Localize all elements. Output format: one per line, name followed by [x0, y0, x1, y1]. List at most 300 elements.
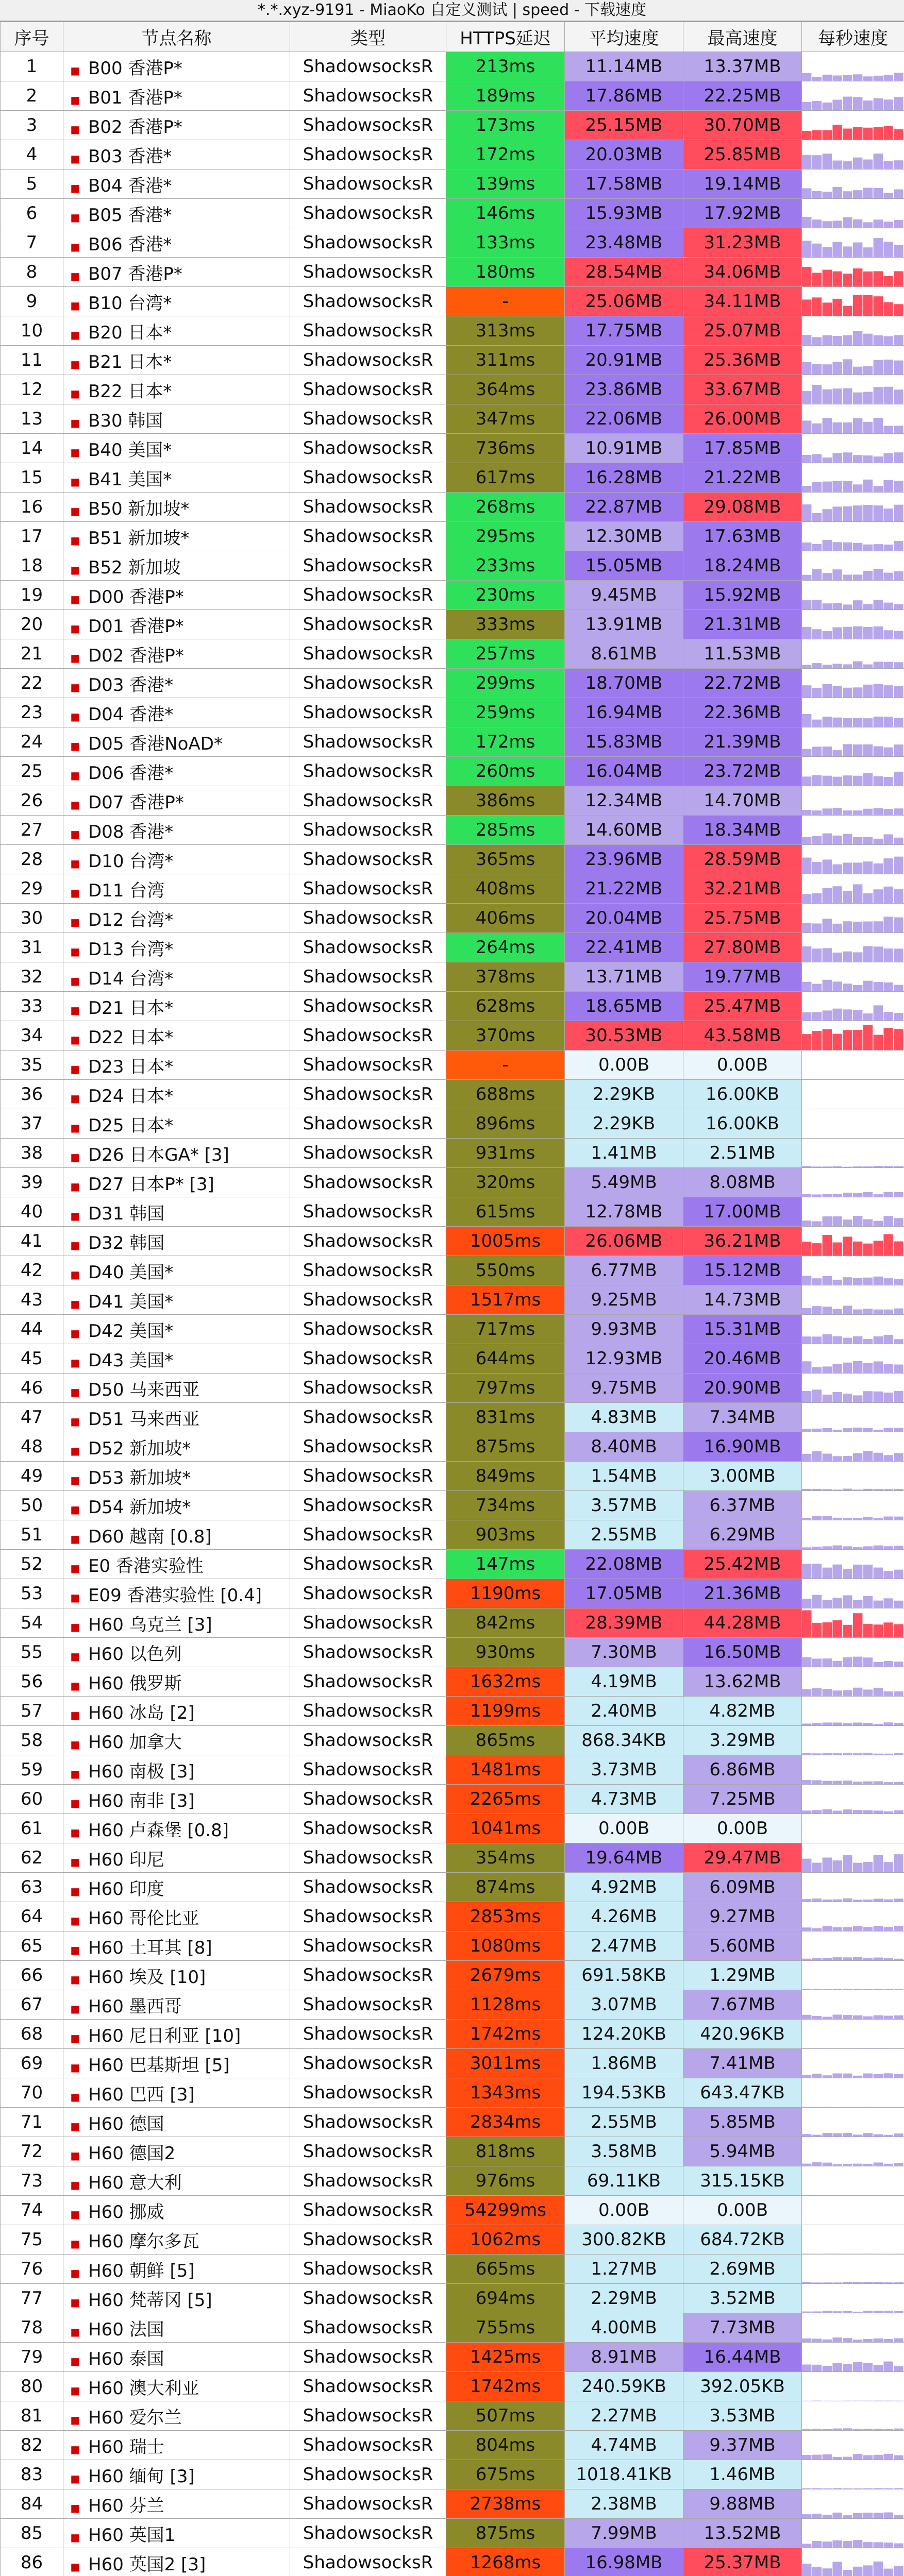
node-name-text: D21 日本*	[88, 997, 174, 1019]
speed-sparkline-bar	[802, 1753, 811, 1755]
flag-icon: ■	[70, 2325, 80, 2338]
cell-latency: 717ms	[446, 1315, 565, 1344]
cell-latency: 865ms	[446, 1726, 565, 1755]
cell-max-speed: 21.31MB	[683, 610, 802, 639]
speed-sparkline-bar	[812, 1595, 822, 1608]
cell-index: 50	[1, 1491, 63, 1520]
cell-avg-speed: 1.41MB	[565, 1139, 683, 1168]
speed-sparkline-bar	[863, 1565, 873, 1579]
speed-sparkline-bar	[823, 808, 832, 815]
speed-sparkline-bar	[874, 2162, 883, 2166]
speed-sparkline-bar	[843, 97, 852, 110]
speed-sparkline-bar	[843, 775, 852, 786]
cell-max-speed: 6.29MB	[683, 1520, 802, 1550]
cell-node-name	[63, 1374, 290, 1403]
cell-index: 54	[1, 1608, 63, 1638]
speed-sparkline-bar	[843, 627, 852, 639]
cell-per-second-speed	[802, 1520, 904, 1550]
speed-sparkline-bar	[823, 1216, 832, 1226]
speed-sparkline-bar	[894, 2488, 903, 2489]
speed-sparkline-bar	[883, 1811, 893, 1814]
speed-sparkline-bar	[843, 1306, 852, 1314]
speed-sparkline-bar	[853, 1216, 862, 1226]
node-name-text: H60 爱尔兰	[88, 2407, 182, 2428]
cell-max-speed: 7.41MB	[683, 2049, 802, 2078]
cell-index: 35	[1, 1050, 63, 1080]
cell-max-speed: 0.00B	[683, 1814, 802, 1843]
speed-sparkline-bar	[802, 1689, 811, 1696]
speed-sparkline-bar	[812, 1899, 822, 1902]
speed-sparkline-bar	[874, 1724, 883, 1725]
speed-sparkline-bar	[823, 980, 832, 991]
speed-sparkline-bar	[843, 1338, 852, 1344]
cell-latency: -	[446, 1050, 565, 1080]
cell-node-name	[63, 1403, 290, 1432]
node-name-text: B52 新加坡	[88, 557, 181, 578]
speed-sparkline	[802, 2460, 904, 2489]
speed-sparkline-bar	[883, 917, 893, 933]
speed-sparkline-bar	[874, 1546, 883, 1549]
cell-avg-speed: 26.06MB	[565, 1227, 683, 1256]
speed-sparkline-bar	[883, 426, 893, 433]
speed-sparkline-bar	[894, 361, 903, 375]
speed-sparkline	[802, 1432, 904, 1461]
cell-max-speed: 420.96KB	[683, 2020, 802, 2049]
speed-sparkline-bar	[894, 1489, 903, 1490]
speed-sparkline-bar	[883, 662, 893, 668]
cell-latency: 213ms	[446, 52, 565, 81]
node-name-text: B41 美国*	[88, 469, 172, 490]
speed-sparkline-bar	[863, 1624, 873, 1637]
speed-sparkline-bar	[863, 718, 873, 727]
cell-avg-speed: 17.86MB	[565, 81, 683, 111]
cell-node-name	[63, 375, 290, 404]
cell-type: ShadowsocksR	[290, 2196, 446, 2225]
speed-sparkline-bar	[874, 626, 883, 639]
speed-sparkline-bar	[883, 982, 893, 991]
cell-max-speed: 23.72MB	[683, 757, 802, 786]
node-name-text: D27 日本P* [3]	[88, 1174, 214, 1195]
speed-sparkline-bar	[812, 720, 822, 727]
speed-sparkline	[802, 1080, 904, 1109]
cell-index: 85	[1, 2519, 63, 2548]
cell-avg-speed: 15.93MB	[565, 199, 683, 228]
cell-type: ShadowsocksR	[290, 581, 446, 610]
speed-sparkline-bar	[812, 1336, 822, 1344]
speed-sparkline-bar	[863, 295, 873, 316]
cell-max-speed: 36.21MB	[683, 1227, 802, 1256]
speed-sparkline-bar	[874, 2015, 883, 2019]
speed-sparkline-bar	[832, 75, 842, 81]
speed-sparkline-bar	[843, 1193, 852, 1197]
speed-sparkline-bar	[883, 1927, 893, 1931]
speed-sparkline-bar	[843, 129, 852, 140]
speed-sparkline-bar	[832, 1364, 842, 1373]
cell-max-speed: 14.73MB	[683, 1285, 802, 1315]
cell-latency: 755ms	[446, 2313, 565, 2343]
flag-icon: ■	[70, 2413, 80, 2426]
speed-sparkline-bar	[863, 627, 873, 639]
speed-sparkline-bar	[863, 222, 873, 228]
speed-sparkline-bar	[832, 865, 842, 874]
cell-latency: 1425ms	[446, 2343, 565, 2372]
flag-icon: ■	[70, 1562, 80, 1574]
speed-sparkline-bar	[832, 1280, 842, 1285]
node-name-text: D05 香港NoAD*	[88, 733, 223, 754]
node-name-text: B03 香港*	[88, 146, 172, 167]
cell-type: ShadowsocksR	[290, 727, 446, 757]
speed-sparkline-bar	[894, 2311, 903, 2313]
cell-node-name	[63, 52, 290, 81]
speed-sparkline-bar	[894, 541, 903, 551]
cell-type: ShadowsocksR	[290, 1050, 446, 1080]
cell-index: 59	[1, 1755, 63, 1785]
cell-per-second-speed	[802, 2196, 904, 2225]
cell-node-name	[63, 1785, 290, 1814]
node-name-text: D06 香港*	[88, 762, 174, 784]
speed-sparkline-bar	[812, 297, 822, 316]
speed-sparkline-bar	[843, 810, 852, 815]
table-row	[1, 1432, 904, 1462]
flag-icon: ■	[70, 2061, 80, 2074]
cell-per-second-speed	[802, 2255, 904, 2284]
cell-index: 25	[1, 757, 63, 786]
speed-sparkline-bar	[863, 188, 873, 198]
cell-avg-speed: 17.58MB	[565, 170, 683, 199]
speed-sparkline-bar	[823, 888, 832, 903]
speed-sparkline-bar	[883, 1335, 893, 1344]
speed-sparkline-bar	[823, 1276, 832, 1285]
speed-sparkline-bar	[832, 2073, 842, 2078]
cell-per-second-speed	[802, 698, 904, 727]
cell-node-name	[63, 551, 290, 581]
node-name-text: B07 香港P*	[88, 263, 182, 284]
cell-per-second-speed	[802, 1197, 904, 1227]
speed-sparkline-bar	[894, 2366, 903, 2371]
cell-avg-speed: 9.25MB	[565, 1285, 683, 1315]
speed-sparkline-bar	[823, 75, 832, 81]
cell-type: ShadowsocksR	[290, 1432, 446, 1462]
speed-sparkline	[802, 2255, 904, 2283]
speed-sparkline-bar	[823, 2311, 832, 2313]
node-name-text: D26 日本GA* [3]	[88, 1144, 229, 1165]
speed-sparkline-bar	[843, 2015, 852, 2019]
cell-avg-speed: 10.91MB	[565, 434, 683, 463]
flag-icon: ■	[70, 2560, 80, 2573]
speed-sparkline-bar	[802, 894, 811, 903]
node-name-text: D22 日本*	[88, 1027, 174, 1048]
cell-avg-speed: 4.26MB	[565, 1902, 683, 1931]
cell-type: ShadowsocksR	[290, 816, 446, 845]
table-row	[1, 375, 904, 404]
speed-sparkline-bar	[894, 1691, 903, 1696]
flag-icon: ■	[70, 2472, 80, 2485]
speed-sparkline-bar	[853, 2454, 862, 2460]
flag-icon: ■	[70, 2531, 80, 2544]
header-node-name: 节点名称	[63, 22, 290, 52]
speed-sparkline-bar	[874, 921, 883, 933]
table-row	[1, 2225, 904, 2255]
table-row	[1, 1197, 904, 1227]
speed-sparkline-bar	[863, 128, 873, 140]
speed-sparkline-bar	[874, 1241, 883, 1256]
cell-type: ShadowsocksR	[290, 1168, 446, 1197]
flag-icon: ■	[70, 681, 80, 693]
speed-sparkline-bar	[832, 2337, 842, 2342]
speed-sparkline-bar	[863, 946, 873, 962]
flag-icon: ■	[70, 1150, 80, 1163]
cell-index: 8	[1, 258, 63, 287]
cell-type: ShadowsocksR	[290, 1667, 446, 1697]
flag-icon: ■	[70, 299, 80, 312]
table-row	[1, 2401, 904, 2431]
speed-sparkline-bar	[812, 747, 822, 756]
cell-index: 33	[1, 992, 63, 1021]
node-name-text: H60 瑞士	[88, 2436, 164, 2458]
flag-icon: ■	[70, 93, 80, 106]
speed-sparkline-bar	[853, 1547, 862, 1549]
cell-avg-speed: 124.20KB	[565, 2020, 683, 2049]
speed-sparkline-bar	[874, 1810, 883, 1814]
node-name-text: B10 台湾*	[88, 293, 172, 314]
speed-sparkline-bar	[853, 744, 862, 756]
cell-avg-speed: 2.29KB	[565, 1080, 683, 1109]
cell-latency: 736ms	[446, 434, 565, 463]
speed-sparkline-bar	[832, 2363, 842, 2371]
cell-max-speed: 2.51MB	[683, 1139, 802, 1168]
speed-sparkline-bar	[802, 946, 811, 962]
flag-icon: ■	[70, 2120, 80, 2132]
node-name-text: H60 埃及 [10]	[88, 1967, 206, 1988]
speed-sparkline-bar	[802, 1012, 811, 1021]
speed-sparkline-bar	[874, 1899, 883, 1902]
cell-latency: 2679ms	[446, 1961, 565, 1990]
cell-node-name	[63, 1726, 290, 1755]
speed-sparkline-bar	[832, 1620, 842, 1637]
speed-sparkline-bar	[802, 420, 811, 433]
speed-sparkline-bar	[883, 1428, 893, 1432]
speed-sparkline-bar	[823, 1194, 832, 1197]
speed-sparkline-bar	[883, 2488, 893, 2489]
flag-icon: ■	[70, 1268, 80, 1281]
speed-sparkline-bar	[894, 2015, 903, 2019]
speed-sparkline-bar	[843, 1428, 852, 1432]
cell-max-speed: 30.70MB	[683, 111, 802, 140]
cell-per-second-speed	[802, 727, 904, 757]
speed-sparkline-bar	[883, 1012, 893, 1021]
speed-sparkline-bar	[883, 2015, 893, 2019]
speed-sparkline-bar	[823, 1926, 832, 1931]
speed-sparkline-bar	[894, 452, 903, 463]
speed-sparkline-bar	[832, 2133, 842, 2137]
cell-latency: 628ms	[446, 992, 565, 1021]
cell-index: 57	[1, 1697, 63, 1726]
speed-sparkline	[802, 1197, 904, 1226]
table-row	[1, 199, 904, 228]
speed-sparkline-bar	[843, 543, 852, 551]
speed-sparkline-bar	[894, 97, 903, 110]
speed-sparkline-bar	[863, 1278, 873, 1285]
cell-index: 70	[1, 2078, 63, 2108]
cell-per-second-speed	[802, 1785, 904, 1814]
speed-sparkline-bar	[832, 272, 842, 286]
speed-sparkline-bar	[883, 2135, 893, 2137]
speed-sparkline-bar	[812, 219, 822, 228]
cell-node-name	[63, 1285, 290, 1315]
speed-sparkline	[802, 81, 904, 110]
flag-icon: ■	[70, 387, 80, 400]
cell-avg-speed: 13.71MB	[565, 962, 683, 992]
node-name-text: H60 摩尔多瓦	[88, 2231, 199, 2252]
speed-sparkline-bar	[853, 1428, 862, 1432]
node-name-text: B51 新加坡*	[88, 528, 190, 549]
speed-sparkline-bar	[883, 2282, 893, 2283]
cell-type: ShadowsocksR	[290, 2548, 446, 2576]
speed-sparkline-bar	[874, 717, 883, 727]
speed-sparkline-bar	[812, 2282, 822, 2283]
cell-index: 76	[1, 2255, 63, 2284]
speed-sparkline-bar	[874, 747, 883, 756]
cell-avg-speed: 4.92MB	[565, 1873, 683, 1902]
cell-max-speed: 22.36MB	[683, 698, 802, 727]
cell-max-speed: 1.46MB	[683, 2460, 802, 2489]
cell-latency: 818ms	[446, 2137, 565, 2166]
speed-sparkline-bar	[853, 1600, 862, 1608]
speed-sparkline	[802, 1579, 904, 1608]
speed-sparkline-bar	[843, 1546, 852, 1549]
speed-sparkline-bar	[802, 1276, 811, 1285]
table-row	[1, 81, 904, 111]
speed-sparkline-bar	[894, 1753, 903, 1755]
speed-sparkline-bar	[894, 1241, 903, 1256]
speed-sparkline-bar	[843, 161, 852, 169]
cell-avg-speed: 12.34MB	[565, 786, 683, 816]
speed-sparkline-bar	[812, 948, 822, 962]
speed-sparkline-bar	[823, 603, 832, 609]
speed-sparkline	[802, 463, 904, 492]
cell-avg-speed: 12.93MB	[565, 1344, 683, 1374]
node-name-text: D40 美国*	[88, 1262, 174, 1283]
speed-sparkline	[802, 2313, 904, 2342]
speed-sparkline-bar	[832, 2282, 842, 2283]
speed-sparkline-bar	[843, 306, 852, 316]
speed-sparkline-bar	[863, 1810, 873, 1814]
cell-max-speed: 34.11MB	[683, 287, 802, 316]
speed-sparkline-bar	[874, 1518, 883, 1520]
cell-index: 10	[1, 316, 63, 346]
cell-node-name	[63, 228, 290, 258]
cell-per-second-speed	[802, 258, 904, 287]
speed-sparkline-bar	[883, 777, 893, 786]
node-name-text: D53 新加坡*	[88, 1467, 191, 1488]
table-row	[1, 2343, 904, 2372]
speed-sparkline-bar	[823, 1489, 832, 1490]
speed-sparkline	[802, 111, 904, 140]
speed-sparkline	[802, 287, 904, 316]
cell-latency: 146ms	[446, 199, 565, 228]
speed-sparkline-bar	[874, 1688, 883, 1696]
speed-sparkline	[802, 610, 904, 639]
flag-icon: ■	[70, 2266, 80, 2279]
node-name-text: H60 哥伦比亚	[88, 1908, 199, 1929]
speed-sparkline-bar	[853, 2488, 862, 2489]
cell-max-speed: 7.25MB	[683, 1785, 802, 1814]
speed-sparkline-bar	[843, 984, 852, 991]
cell-max-speed: 5.94MB	[683, 2137, 802, 2166]
speed-sparkline-bar	[863, 334, 873, 345]
cell-per-second-speed	[802, 2166, 904, 2196]
table-row	[1, 1785, 904, 1814]
speed-sparkline-bar	[874, 544, 883, 551]
cell-type: ShadowsocksR	[290, 346, 446, 375]
cell-max-speed: 27.80MB	[683, 933, 802, 962]
speed-sparkline-bar	[894, 1029, 903, 1050]
table-row	[1, 346, 904, 375]
speed-sparkline	[802, 1873, 904, 1902]
speed-sparkline-bar	[883, 1754, 893, 1755]
table-row	[1, 786, 904, 816]
speed-sparkline-bar	[802, 486, 811, 492]
cell-index: 66	[1, 1961, 63, 1990]
cell-latency: 313ms	[446, 316, 565, 346]
cell-latency: 3011ms	[446, 2049, 565, 2078]
speed-sparkline-bar	[894, 889, 903, 903]
speed-sparkline-bar	[832, 2014, 842, 2019]
speed-sparkline-bar	[823, 389, 832, 404]
speed-sparkline-bar	[823, 247, 832, 257]
speed-sparkline-bar	[843, 388, 852, 404]
flag-icon: ■	[70, 1092, 80, 1105]
speed-sparkline-bar	[823, 776, 832, 786]
speed-sparkline-bar	[894, 1601, 903, 1608]
speed-sparkline-bar	[894, 1218, 903, 1226]
speed-sparkline-bar	[832, 1489, 842, 1490]
speed-sparkline-bar	[863, 893, 873, 903]
speed-sparkline-bar	[894, 1899, 903, 1902]
speed-sparkline-bar	[832, 1722, 842, 1725]
speed-sparkline-bar	[894, 2455, 903, 2460]
speed-sparkline-bar	[863, 160, 873, 169]
cell-type: ShadowsocksR	[290, 1579, 446, 1608]
cell-type: ShadowsocksR	[290, 170, 446, 199]
speed-sparkline-bar	[832, 1034, 842, 1050]
speed-sparkline-bar	[823, 1395, 832, 1402]
header-type: 类型	[290, 22, 446, 52]
cell-node-name	[63, 669, 290, 698]
flag-icon: ■	[70, 534, 80, 547]
cell-avg-speed: 2.29MB	[565, 2284, 683, 2313]
speed-sparkline-bar	[832, 362, 842, 375]
node-name-text: D24 日本*	[88, 1086, 174, 1107]
cell-max-speed: 22.72MB	[683, 669, 802, 698]
speed-sparkline-bar	[843, 2570, 852, 2576]
speed-sparkline-bar	[843, 1927, 852, 1931]
cell-max-speed: 0.00B	[683, 2196, 802, 2225]
cell-per-second-speed	[802, 874, 904, 904]
cell-type: ShadowsocksR	[290, 992, 446, 1021]
table-row	[1, 1667, 904, 1697]
cell-node-name	[63, 992, 290, 1021]
cell-per-second-speed	[802, 639, 904, 669]
cell-avg-speed: 19.64MB	[565, 1843, 683, 1873]
cell-per-second-speed	[802, 81, 904, 111]
speed-sparkline-bar	[832, 242, 842, 257]
speed-sparkline-bar	[823, 1781, 832, 1784]
speed-sparkline-bar	[874, 360, 883, 375]
flag-icon: ■	[70, 1708, 80, 1721]
speed-sparkline-bar	[802, 1308, 811, 1314]
cell-node-name	[63, 581, 290, 610]
